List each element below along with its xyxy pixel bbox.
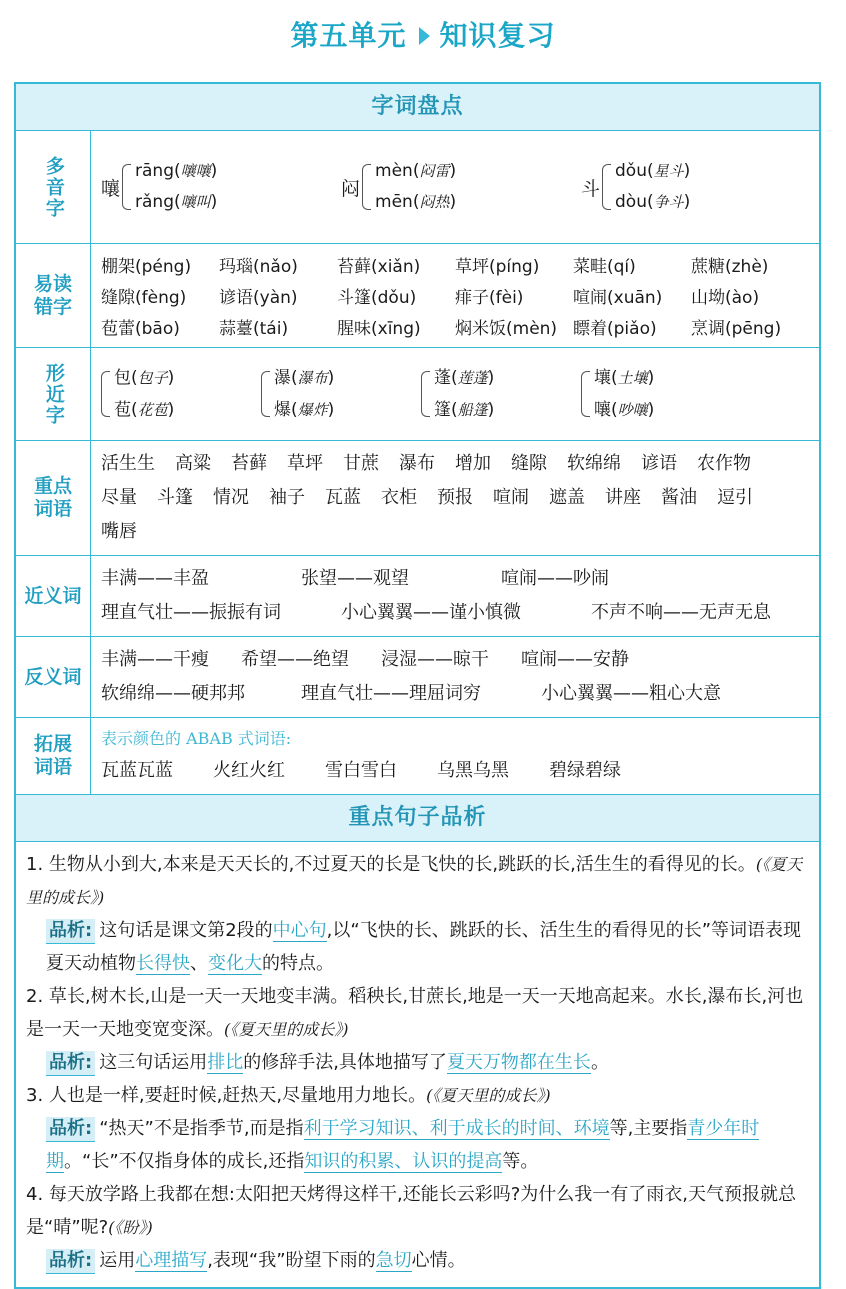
row-label [16,637,91,717]
similar-line: 瀑(瀑布) [274,368,335,388]
reading-line: mèn(闷雷) [375,161,457,181]
label-text: 反义词 [24,665,82,688]
char: 壤 [594,368,611,388]
keyword: 软绵绵 [567,453,621,474]
key-phrase: 长得快 [136,953,190,974]
word-pair: 张望——观望 [301,568,409,589]
char: 包 [114,368,131,388]
analysis-text: 。“长”不仅指身体的成长,还指 [64,1151,305,1172]
label-text: 拓展词语 [33,733,72,778]
analysis-text: 这句话是课文第2段的 [99,920,273,941]
reading-line: dǒu(星斗) [615,161,691,181]
keyword: 讲座 [605,487,641,508]
word-pair: 不声不响——无声无息 [591,602,771,623]
word-pair: 浸湿——晾干 [381,649,489,670]
row-label [16,131,91,243]
analysis-label: 品析: [46,919,95,944]
reading-line: dòu(争斗) [615,192,691,212]
row-polyphones [16,131,819,244]
similar-pair [114,362,174,426]
misread-word: 斗篷(dǒu) [337,288,417,308]
key-phrase: 知识的积累、认识的提高 [304,1151,503,1172]
row-label [16,348,91,440]
analysis-text: 心情。 [411,1250,466,1271]
pinyin: dòu [615,192,647,212]
antonym-list [91,637,819,717]
analysis-text: 运用 [99,1250,136,1271]
sentence-source: (《夏天里的成长》) [426,1086,551,1105]
row-label [16,441,91,555]
analysis-text: 等,主要指 [609,1118,688,1139]
row-label [16,718,91,794]
misread-word: 山坳(ào) [691,288,760,308]
example-word: 闷雷 [419,162,450,180]
sentence-item [26,1178,809,1244]
pinyin: mèn [375,161,413,181]
char: 蓬 [434,368,451,388]
reading-line: mēn(闷热) [375,192,457,212]
similar-line: 壤(土壤) [594,368,655,388]
label-text: 重点词语 [33,475,72,520]
similar-group [101,362,261,426]
example-word: 争斗 [653,193,684,211]
char: 篷 [434,400,451,420]
keyword: 酱油 [661,487,697,508]
analysis-label: 品析: [46,1051,95,1076]
row-similar [16,348,819,441]
keyword: 衣柜 [381,487,417,508]
color-word: 火红火红 [213,760,285,781]
unit-title: 第五单元 [290,19,407,52]
sentence-number: 3. [26,1085,44,1106]
sentence-text: 每天放学路上我都在想:太阳把天烤得这样干,还能长云彩吗?为什么我一有了雨衣,天气预报就总是“晴”呢? [26,1184,796,1238]
brace-mark [421,371,430,417]
similar-line: 蓬(莲蓬) [434,368,495,388]
keyword: 苔藓 [231,453,267,474]
misread-word: 苞蕾(bāo) [101,319,180,339]
keyword: 瀑布 [399,453,435,474]
char: 瀑 [274,368,291,388]
row-label [16,556,91,636]
sentence-text: 草长,树木长,山是一天一天地变丰满。稻秧长,甘蔗长,地是一天一天地高起来。水长,瀑布长,河也是一天一天地变宽变深。 [26,986,804,1040]
word-pair: 软绵绵——硬邦邦 [101,683,245,704]
keyword: 甘蔗 [343,453,379,474]
label-text: 易读错字 [33,272,72,318]
word-pair: 希望——绝望 [241,649,349,670]
readings [615,156,690,218]
word-pair: 小心翼翼——粗心大意 [541,683,721,704]
key-phrase: 中心句 [272,920,327,941]
example-word: 星斗 [653,162,684,180]
misread-word: 蔗糖(zhè) [691,257,769,277]
char: 爆 [274,400,291,420]
misread-grid [101,250,809,341]
analysis-item [26,1112,809,1178]
brace-mark [101,371,110,417]
topic-title: 知识复习 [439,19,556,52]
key-phrase: 心理描写 [135,1250,208,1271]
similar-pair [434,362,494,426]
analysis-label: 品析: [46,1117,95,1142]
analysis-item [26,1046,809,1079]
keyword: 尽量 [101,487,137,508]
word-pair: 丰满——干瘦 [101,649,209,670]
misread-word: 玛瑙(nǎo) [219,257,298,277]
example-word: 嚷叫 [180,193,211,211]
play-triangle-icon [419,27,430,45]
analysis-text: ,表现“我”盼望下雨的 [207,1250,376,1271]
sentence-source: (《夏天里的成长》) [26,855,803,907]
word-pair: 小心翼翼——谨小慎微 [341,602,521,623]
keyword: 谚语 [641,453,677,474]
key-phrase: 夏天万物都在生长 [446,1052,591,1073]
polyphone-char: 闷 [341,177,361,200]
misread-word: 焖米饭(mèn) [455,319,558,339]
polyphone-list [91,131,831,243]
polyphone-group [101,156,341,218]
section-header-words: 字词盘点 [16,84,819,131]
page-title [0,14,846,54]
label-text: 多音字 [42,155,65,219]
row-extension [16,718,819,795]
similar-group [261,362,421,426]
keyword: 遮盖 [549,487,585,508]
misread-word: 棚架(péng) [101,257,192,277]
keyword: 农作物 [697,453,751,474]
label-text: 近义词 [24,584,82,607]
key-phrase: 排比 [207,1052,244,1073]
analysis-text: 、 [190,953,208,974]
sentence-item [26,980,809,1046]
analysis-text: 这三句话运用 [99,1052,208,1073]
brace-mark [362,164,371,210]
row-synonyms [16,556,819,637]
misread-word: 草坪(píng) [455,257,540,277]
keyword: 活生生 [101,453,155,474]
word-pair: 丰满——丰盈 [101,568,209,589]
misread-word: 瞟着(piǎo) [573,319,657,339]
sentence-item [26,848,809,914]
example-word: 莲蓬 [457,369,488,387]
keyword-list [91,441,819,555]
pinyin: dǒu [615,161,647,181]
similar-line: 包(包子) [114,368,175,388]
section-header-sentences: 重点句子品析 [16,795,819,842]
brace-mark [602,164,611,210]
analysis-text: ,以“飞快的长、跳跃的长、活生生的看得见的长”等词语表现夏天动植物 [46,920,802,974]
misread-word: 蒜薹(tái) [219,319,289,339]
sentence-analysis-list [16,842,819,1287]
analysis-label: 品析: [46,1249,95,1274]
row-misread [16,244,819,348]
char: 苞 [114,400,131,420]
misread-word: 喧闹(xuān) [573,288,663,308]
example-word: 花苞 [137,401,168,419]
polyphone-group [341,156,581,218]
keyword: 草坪 [287,453,323,474]
polyphone-char: 斗 [581,177,601,200]
keyword: 逗引 [717,487,753,508]
example-word: 吵嚷 [617,401,648,419]
extension-hint: 表示颜色的 ABAB 式词语: [101,729,292,748]
word-pair: 理直气壮——振振有词 [101,602,281,623]
analysis-text: “热天”不是指季节,而是指 [99,1118,304,1139]
sentence-item [26,1079,809,1112]
sentence-source: (《盼》) [108,1218,153,1237]
word-pair: 喧闹——吵闹 [501,568,609,589]
keyword: 喧闹 [493,487,529,508]
example-word: 土壤 [617,369,648,387]
keyword: 斗篷 [157,487,193,508]
keyword: 预报 [437,487,473,508]
brace-mark [581,371,590,417]
example-word: 瀑布 [297,369,328,387]
similar-pair [274,362,334,426]
readings [135,156,217,218]
similar-pair [594,362,654,426]
pinyin: rǎng [135,192,174,212]
row-keywords [16,441,819,556]
pinyin: rāng [135,161,174,181]
polyphone-char: 嚷 [101,177,121,200]
example-word: 爆炸 [297,401,328,419]
similar-line: 嚷(吵嚷) [594,400,655,420]
misread-word: 谚语(yàn) [219,288,298,308]
sentence-number: 4. [26,1184,44,1205]
analysis-text: 。 [590,1052,609,1073]
keyword: 高粱 [175,453,211,474]
readings [375,156,456,218]
key-phrase: 变化大 [208,953,262,974]
sentence-number: 1. [26,854,44,875]
similar-line: 爆(爆炸) [274,400,335,420]
sentence-text: 生物从小到大,本来是天天长的,不过夏天的长是飞快的长,跳跃的长,活生生的看得见的长。 [48,854,756,875]
color-word: 瓦蓝瓦蓝 [101,760,173,781]
label-text: 形近字 [42,362,65,426]
misread-word: 痱子(fèi) [455,288,524,308]
sentence-source: (《夏天里的成长》) [224,1020,349,1039]
misread-word: 菜畦(qí) [573,257,636,277]
color-word: 碧绿碧绿 [549,760,621,781]
example-word: 包子 [137,369,168,387]
brace-mark [122,164,131,210]
keyword: 增加 [455,453,491,474]
keyword: 瓦蓝 [325,487,361,508]
misread-word: 缝隙(fèng) [101,288,187,308]
similar-group [581,362,741,426]
sentence-text: 人也是一样,要赶时候,赶热天,尽量地用力地长。 [48,1085,427,1106]
keyword: 缝隙 [511,453,547,474]
example-word: 嚷嚷 [180,162,211,180]
keyword: 情况 [213,487,249,508]
analysis-text: 等。 [502,1151,539,1172]
row-label [16,244,91,347]
similar-list [91,348,819,440]
review-sheet [14,82,821,1289]
key-phrase: 青少年时期 [46,1118,760,1172]
misread-word: 腥味(xīng) [337,319,421,339]
similar-line: 苞(花苞) [114,400,175,420]
example-word: 闷热 [419,193,450,211]
keyword: 嘴唇 [101,521,137,542]
key-phrase: 利于学习知识、利于成长的时间、环境 [303,1118,610,1139]
similar-group [421,362,581,426]
word-pair: 理直气壮——理屈词穷 [301,683,481,704]
misread-word: 苔藓(xiǎn) [337,257,421,277]
brace-mark [261,371,270,417]
keyword: 袖子 [269,487,305,508]
example-word: 船篷 [457,401,488,419]
word-pair: 喧闹——安静 [521,649,629,670]
char: 嚷 [594,400,611,420]
analysis-text: 的修辞手法,具体地描写了 [243,1052,447,1073]
synonym-list [91,556,819,636]
polyphone-group [581,156,821,218]
sentence-number: 2. [26,986,44,1007]
row-antonyms [16,637,819,718]
analysis-text: 的特点。 [262,953,334,974]
similar-line: 篷(船篷) [434,400,495,420]
extension-list [101,754,809,788]
key-phrase: 急切 [375,1250,412,1271]
misread-word: 烹调(pēng) [691,319,782,339]
analysis-item [26,914,809,980]
reading-line: rǎng(嚷叫) [135,192,218,212]
reading-line: rāng(嚷嚷) [135,161,218,181]
color-word: 雪白雪白 [325,760,397,781]
pinyin: mēn [375,192,413,212]
analysis-item [26,1244,809,1277]
color-word: 乌黑乌黑 [437,760,509,781]
